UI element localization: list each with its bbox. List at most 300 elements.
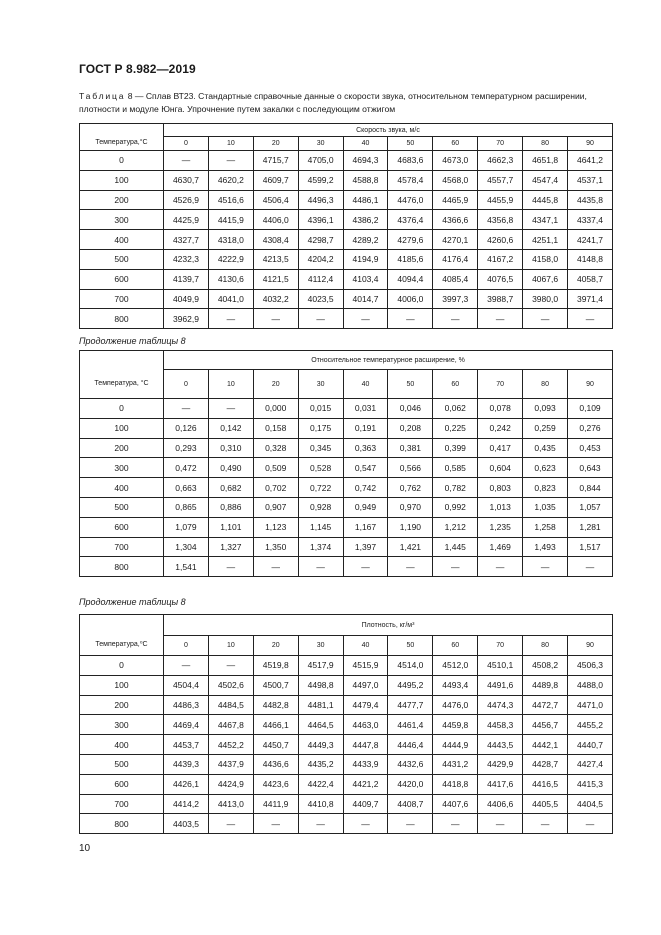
value-cell: 4167,2 <box>478 249 523 269</box>
value-cell: 4049,9 <box>164 289 209 309</box>
value-cell: 4472,7 <box>523 695 568 715</box>
table-row <box>80 774 613 794</box>
value-cell: 4289,2 <box>343 230 388 250</box>
value-cell: 0,015 <box>298 399 343 419</box>
value-cell: 4557,7 <box>478 170 523 190</box>
value-cell: 4694,3 <box>343 151 388 171</box>
value-cell: 4318,0 <box>208 230 253 250</box>
value-cell: 4477,7 <box>388 695 433 715</box>
value-cell: 4241,7 <box>568 230 613 250</box>
value-cell: 4415,9 <box>208 210 253 230</box>
value-cell: 0,865 <box>164 497 209 517</box>
value-cell: 4537,1 <box>568 170 613 190</box>
value-cell: 4502,6 <box>208 675 253 695</box>
value-cell: 0,435 <box>523 438 568 458</box>
value-cell: 4425,9 <box>164 210 209 230</box>
value-cell: 4464,5 <box>298 715 343 735</box>
value-cell: — <box>253 309 298 329</box>
value-cell: 4417,6 <box>478 774 523 794</box>
table-row <box>80 190 613 210</box>
caption-text: 8 — Сплав ВТ23. Стандартные справочные данные о скорости звука, относительном температурном расширении, плотности и модуле Юнга. Упрочнение путем закалки с последующим отжигом <box>79 91 587 114</box>
value-cell: 4436,6 <box>253 754 298 774</box>
row-temperature-cell: 0 <box>80 151 164 171</box>
header-corner-cell <box>80 615 164 636</box>
value-cell: 0,928 <box>298 497 343 517</box>
value-cell: — <box>568 557 613 577</box>
value-cell: 4298,7 <box>298 230 343 250</box>
value-cell: 0,293 <box>164 438 209 458</box>
column-header: 90 <box>568 137 613 151</box>
value-cell: 4094,4 <box>388 269 433 289</box>
value-cell: 4466,1 <box>253 715 298 735</box>
value-cell: 4609,7 <box>253 170 298 190</box>
value-cell: 4416,5 <box>523 774 568 794</box>
value-cell: 4715,7 <box>253 151 298 171</box>
value-cell: 4504,4 <box>164 675 209 695</box>
value-cell: 0,310 <box>208 438 253 458</box>
value-cell: 4428,7 <box>523 754 568 774</box>
row-temperature-cell: 700 <box>80 289 164 309</box>
speed-of-sound-table <box>79 123 613 329</box>
column-header: 10 <box>208 636 253 656</box>
value-cell: 4444,9 <box>433 735 478 755</box>
table-row <box>80 151 613 171</box>
value-cell: 4440,7 <box>568 735 613 755</box>
value-cell: 4403,5 <box>164 814 209 834</box>
table-title: Скорость звука, м/с <box>164 124 613 137</box>
value-cell: 4514,0 <box>388 656 433 676</box>
value-cell: 0,907 <box>253 497 298 517</box>
value-cell: 4406,0 <box>253 210 298 230</box>
value-cell: 0,566 <box>388 458 433 478</box>
row-temperature-cell: 600 <box>80 269 164 289</box>
value-cell: 4484,5 <box>208 695 253 715</box>
value-cell: 4185,6 <box>388 249 433 269</box>
value-cell: 4435,2 <box>298 754 343 774</box>
value-cell: 4495,2 <box>388 675 433 695</box>
value-cell: 4270,1 <box>433 230 478 250</box>
table-row <box>80 458 613 478</box>
value-cell: 0,604 <box>478 458 523 478</box>
value-cell: 4139,7 <box>164 269 209 289</box>
value-cell: 4421,2 <box>343 774 388 794</box>
row-temperature-cell: 400 <box>80 478 164 498</box>
value-cell: 0,702 <box>253 478 298 498</box>
value-cell: 4076,5 <box>478 269 523 289</box>
value-cell: 4512,0 <box>433 656 478 676</box>
row-temperature-cell: 0 <box>80 656 164 676</box>
column-header: 20 <box>253 636 298 656</box>
row-temperature-cell: 100 <box>80 675 164 695</box>
value-cell: 4519,8 <box>253 656 298 676</box>
value-cell: — <box>164 151 209 171</box>
value-cell: 4673,0 <box>433 151 478 171</box>
value-cell: 4085,4 <box>433 269 478 289</box>
value-cell: 4662,3 <box>478 151 523 171</box>
column-header: 0 <box>164 636 209 656</box>
value-cell: 0,417 <box>478 438 523 458</box>
row-temperature-cell: 400 <box>80 735 164 755</box>
table-row <box>80 438 613 458</box>
value-cell: 1,469 <box>478 537 523 557</box>
value-cell: 0,472 <box>164 458 209 478</box>
table-title: Относительное температурное расширение, % <box>164 351 613 370</box>
column-header: 10 <box>208 137 253 151</box>
value-cell: 0,109 <box>568 399 613 419</box>
value-cell: 4424,9 <box>208 774 253 794</box>
table-row <box>80 170 613 190</box>
row-temperature-cell: 200 <box>80 695 164 715</box>
value-cell: 1,167 <box>343 517 388 537</box>
row-temperature-cell: 700 <box>80 794 164 814</box>
value-cell: 0,992 <box>433 497 478 517</box>
value-cell: 0,528 <box>298 458 343 478</box>
value-cell: 0,259 <box>523 418 568 438</box>
column-header: 70 <box>478 370 523 399</box>
value-cell: 0,682 <box>208 478 253 498</box>
value-cell: — <box>343 557 388 577</box>
column-header: 90 <box>568 636 613 656</box>
column-header: 50 <box>388 636 433 656</box>
row-temperature-cell: 600 <box>80 774 164 794</box>
density-table <box>79 614 613 834</box>
row-temperature-cell: 600 <box>80 517 164 537</box>
value-cell: 4396,1 <box>298 210 343 230</box>
column-header: 20 <box>253 137 298 151</box>
value-cell: 4415,3 <box>568 774 613 794</box>
table-row <box>80 497 613 517</box>
table-row <box>80 230 613 250</box>
table-caption <box>79 90 619 116</box>
column-header: 20 <box>253 370 298 399</box>
value-cell: 4510,1 <box>478 656 523 676</box>
value-cell: 4547,4 <box>523 170 568 190</box>
value-cell: 0,078 <box>478 399 523 419</box>
value-cell: 0,949 <box>343 497 388 517</box>
table-row <box>80 537 613 557</box>
value-cell: 4651,8 <box>523 151 568 171</box>
value-cell: 4705,0 <box>298 151 343 171</box>
value-cell: — <box>208 814 253 834</box>
value-cell: 4506,4 <box>253 190 298 210</box>
value-cell: — <box>433 557 478 577</box>
value-cell: — <box>478 814 523 834</box>
value-cell: 4420,0 <box>388 774 433 794</box>
value-cell: 4476,0 <box>388 190 433 210</box>
column-header: 60 <box>433 370 478 399</box>
value-cell: 4148,8 <box>568 249 613 269</box>
value-cell: 4422,4 <box>298 774 343 794</box>
value-cell: 4356,8 <box>478 210 523 230</box>
value-cell: 1,304 <box>164 537 209 557</box>
value-cell: 0,399 <box>433 438 478 458</box>
column-header: 0 <box>164 137 209 151</box>
table-title: Плотность, кг/м³ <box>164 615 613 636</box>
value-cell: — <box>568 309 613 329</box>
value-cell: 4376,4 <box>388 210 433 230</box>
value-cell: 4442,1 <box>523 735 568 755</box>
header-corner-cell <box>80 124 164 137</box>
column-header: 30 <box>298 636 343 656</box>
value-cell: 4516,6 <box>208 190 253 210</box>
column-header: 80 <box>523 636 568 656</box>
value-cell: 4112,4 <box>298 269 343 289</box>
column-header: 40 <box>343 636 388 656</box>
value-cell: 4463,0 <box>343 715 388 735</box>
value-cell: 4366,6 <box>433 210 478 230</box>
value-cell: 0,126 <box>164 418 209 438</box>
value-cell: 4347,1 <box>523 210 568 230</box>
value-cell: 4121,5 <box>253 269 298 289</box>
table-row <box>80 715 613 735</box>
value-cell: 4431,2 <box>433 754 478 774</box>
value-cell: — <box>298 557 343 577</box>
value-cell: 1,374 <box>298 537 343 557</box>
value-cell: 1,327 <box>208 537 253 557</box>
value-cell: 4023,5 <box>298 289 343 309</box>
value-cell: — <box>253 557 298 577</box>
temperature-header: Температура,⁰С <box>80 636 164 656</box>
value-cell: 1,421 <box>388 537 433 557</box>
value-cell: 4482,8 <box>253 695 298 715</box>
row-temperature-cell: 500 <box>80 497 164 517</box>
value-cell: 0,158 <box>253 418 298 438</box>
value-cell: 4489,8 <box>523 675 568 695</box>
value-cell: 4493,4 <box>433 675 478 695</box>
value-cell: 0,762 <box>388 478 433 498</box>
value-cell: 4433,9 <box>343 754 388 774</box>
value-cell: 4432,6 <box>388 754 433 774</box>
value-cell: 4279,6 <box>388 230 433 250</box>
value-cell: 4406,6 <box>478 794 523 814</box>
value-cell: — <box>298 814 343 834</box>
value-cell: 4517,9 <box>298 656 343 676</box>
value-cell: — <box>253 814 298 834</box>
value-cell: 4176,4 <box>433 249 478 269</box>
value-cell: 4423,6 <box>253 774 298 794</box>
value-cell: — <box>208 309 253 329</box>
value-cell: 4620,2 <box>208 170 253 190</box>
value-cell: 1,190 <box>388 517 433 537</box>
value-cell: 0,823 <box>523 478 568 498</box>
value-cell: 4103,4 <box>343 269 388 289</box>
value-cell: 4327,7 <box>164 230 209 250</box>
row-temperature-cell: 300 <box>80 458 164 478</box>
value-cell: 4496,3 <box>298 190 343 210</box>
value-cell: 4498,8 <box>298 675 343 695</box>
value-cell: — <box>433 814 478 834</box>
column-header: 70 <box>478 137 523 151</box>
row-temperature-cell: 200 <box>80 438 164 458</box>
table-row <box>80 754 613 774</box>
column-header: 80 <box>523 137 568 151</box>
row-temperature-cell: 100 <box>80 170 164 190</box>
value-cell: 4450,7 <box>253 735 298 755</box>
value-cell: 0,970 <box>388 497 433 517</box>
value-cell: 4488,0 <box>568 675 613 695</box>
value-cell: — <box>343 309 388 329</box>
value-cell: 0,844 <box>568 478 613 498</box>
table-row <box>80 289 613 309</box>
value-cell: 4222,9 <box>208 249 253 269</box>
value-cell: 4641,2 <box>568 151 613 171</box>
value-cell: 4014,7 <box>343 289 388 309</box>
value-cell: 4213,5 <box>253 249 298 269</box>
value-cell: 4491,6 <box>478 675 523 695</box>
table-row <box>80 557 613 577</box>
column-header: 0 <box>164 370 209 399</box>
value-cell: 4599,2 <box>298 170 343 190</box>
value-cell: — <box>478 557 523 577</box>
value-cell: 0,886 <box>208 497 253 517</box>
caption-label: Таблица <box>79 91 126 101</box>
value-cell: 4476,0 <box>433 695 478 715</box>
column-header: 60 <box>433 636 478 656</box>
value-cell: 4459,8 <box>433 715 478 735</box>
value-cell: 4260,6 <box>478 230 523 250</box>
value-cell: — <box>523 814 568 834</box>
page-number: 10 <box>79 843 91 854</box>
row-temperature-cell: 300 <box>80 715 164 735</box>
value-cell: 4446,4 <box>388 735 433 755</box>
table-row <box>80 210 613 230</box>
value-cell: 1,493 <box>523 537 568 557</box>
value-cell: 4630,7 <box>164 170 209 190</box>
value-cell: 4429,9 <box>478 754 523 774</box>
table-row <box>80 794 613 814</box>
value-cell: 4455,9 <box>478 190 523 210</box>
column-header: 80 <box>523 370 568 399</box>
row-temperature-cell: 500 <box>80 754 164 774</box>
value-cell: 4158,0 <box>523 249 568 269</box>
row-temperature-cell: 0 <box>80 399 164 419</box>
value-cell: — <box>433 309 478 329</box>
value-cell: — <box>298 309 343 329</box>
table-row <box>80 399 613 419</box>
column-header: 30 <box>298 370 343 399</box>
value-cell: 4458,3 <box>478 715 523 735</box>
table-row <box>80 695 613 715</box>
value-cell: 4526,9 <box>164 190 209 210</box>
value-cell: 0,191 <box>343 418 388 438</box>
value-cell: 4067,6 <box>523 269 568 289</box>
value-cell: 4461,4 <box>388 715 433 735</box>
value-cell: — <box>208 399 253 419</box>
value-cell: 0,803 <box>478 478 523 498</box>
value-cell: 1,350 <box>253 537 298 557</box>
value-cell: 0,547 <box>343 458 388 478</box>
value-cell: 4251,1 <box>523 230 568 250</box>
value-cell: 0,000 <box>253 399 298 419</box>
table-row <box>80 517 613 537</box>
value-cell: 4204,2 <box>298 249 343 269</box>
column-header: 50 <box>388 137 433 151</box>
value-cell: 4486,1 <box>343 190 388 210</box>
value-cell: 0,643 <box>568 458 613 478</box>
value-cell: — <box>388 309 433 329</box>
value-cell: 4409,7 <box>343 794 388 814</box>
value-cell: 0,242 <box>478 418 523 438</box>
value-cell: 4447,8 <box>343 735 388 755</box>
value-cell: 4404,5 <box>568 794 613 814</box>
value-cell: 0,142 <box>208 418 253 438</box>
value-cell: 4426,1 <box>164 774 209 794</box>
value-cell: 4408,7 <box>388 794 433 814</box>
continuation-label-1: Продолжение таблицы 8 <box>79 336 186 346</box>
value-cell: 4194,9 <box>343 249 388 269</box>
value-cell: 0,490 <box>208 458 253 478</box>
value-cell: 4456,7 <box>523 715 568 735</box>
value-cell: 1,541 <box>164 557 209 577</box>
value-cell: — <box>164 656 209 676</box>
value-cell: 4407,6 <box>433 794 478 814</box>
column-header: 40 <box>343 137 388 151</box>
value-cell: 4232,3 <box>164 249 209 269</box>
value-cell: 4683,6 <box>388 151 433 171</box>
value-cell: 4455,2 <box>568 715 613 735</box>
column-header: 90 <box>568 370 613 399</box>
value-cell: 4437,9 <box>208 754 253 774</box>
value-cell: 0,453 <box>568 438 613 458</box>
row-temperature-cell: 100 <box>80 418 164 438</box>
value-cell: — <box>523 557 568 577</box>
value-cell: 4405,5 <box>523 794 568 814</box>
value-cell: 0,046 <box>388 399 433 419</box>
value-cell: 4130,6 <box>208 269 253 289</box>
value-cell: 4515,9 <box>343 656 388 676</box>
row-temperature-cell: 400 <box>80 230 164 250</box>
value-cell: 0,782 <box>433 478 478 498</box>
value-cell: 3980,0 <box>523 289 568 309</box>
value-cell: 0,742 <box>343 478 388 498</box>
value-cell: 4471,0 <box>568 695 613 715</box>
value-cell: — <box>343 814 388 834</box>
thermal-expansion-table <box>79 350 613 577</box>
table-row <box>80 814 613 834</box>
value-cell: — <box>208 656 253 676</box>
document-id: ГОСТ Р 8.982—2019 <box>79 62 196 76</box>
value-cell: 0,175 <box>298 418 343 438</box>
value-cell: 1,013 <box>478 497 523 517</box>
value-cell: 3971,4 <box>568 289 613 309</box>
value-cell: 4578,4 <box>388 170 433 190</box>
value-cell: 1,035 <box>523 497 568 517</box>
header-corner-cell <box>80 351 164 370</box>
value-cell: — <box>568 814 613 834</box>
value-cell: 0,345 <box>298 438 343 458</box>
value-cell: 3988,7 <box>478 289 523 309</box>
value-cell: 4467,8 <box>208 715 253 735</box>
value-cell: 1,517 <box>568 537 613 557</box>
table-row <box>80 269 613 289</box>
row-temperature-cell: 800 <box>80 557 164 577</box>
value-cell: 0,208 <box>388 418 433 438</box>
table-row <box>80 309 613 329</box>
value-cell: 1,445 <box>433 537 478 557</box>
value-cell: 4443,5 <box>478 735 523 755</box>
value-cell: 4445,8 <box>523 190 568 210</box>
value-cell: — <box>478 309 523 329</box>
value-cell: 0,031 <box>343 399 388 419</box>
value-cell: 4568,0 <box>433 170 478 190</box>
value-cell: 1,281 <box>568 517 613 537</box>
column-header: 30 <box>298 137 343 151</box>
value-cell: 4469,4 <box>164 715 209 735</box>
temperature-header: Температура, °С <box>80 370 164 399</box>
value-cell: 4508,2 <box>523 656 568 676</box>
value-cell: 4337,4 <box>568 210 613 230</box>
value-cell: — <box>208 151 253 171</box>
